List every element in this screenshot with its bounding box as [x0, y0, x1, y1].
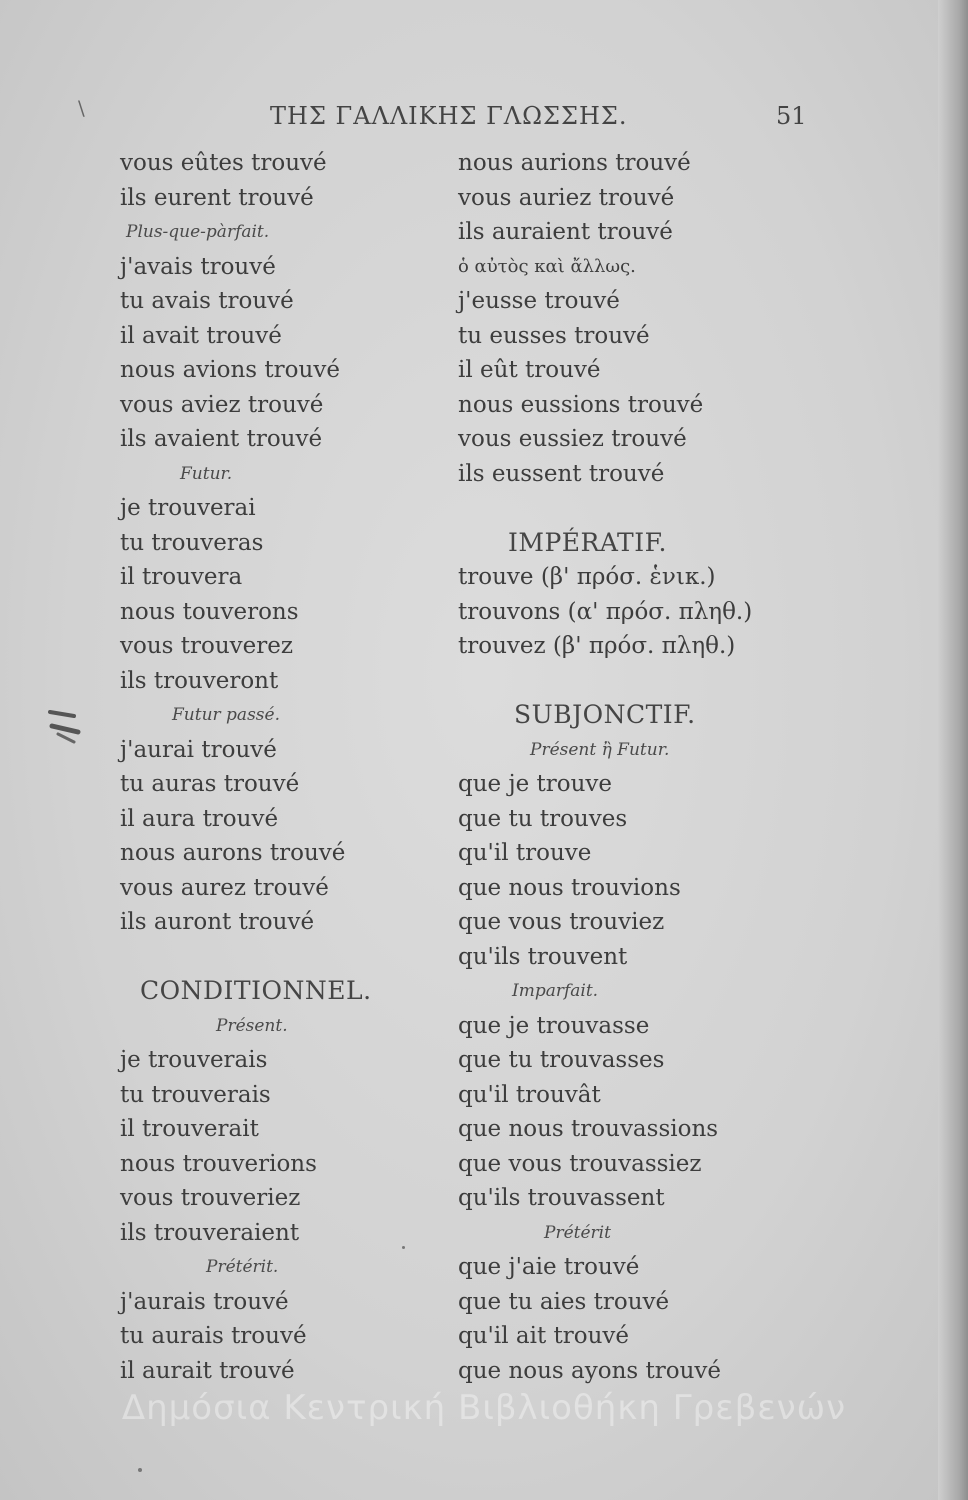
- left-column: [92, 146, 422, 1388]
- verb-form: qu'il ait trouvé: [458, 1323, 630, 1349]
- tense-heading-present-futur: Présent ἢ Futur.: [530, 739, 670, 760]
- verb-form: que vous trouvassiez: [458, 1150, 702, 1177]
- verb-form: il aura trouvé: [120, 805, 279, 832]
- greek-note: ὁ αὐτὸς καὶ ἄλλως.: [458, 255, 636, 277]
- verb-form: je trouverais: [120, 1047, 268, 1073]
- verb-form: que tu aies trouvé: [458, 1288, 670, 1315]
- verb-form: que je trouve: [458, 771, 613, 797]
- imperatif-form: trouvez (β' πρόσ. πληθ.): [458, 633, 736, 659]
- tense-heading-present: Présent.: [216, 1015, 288, 1036]
- verb-form: vous auriez trouvé: [458, 184, 675, 211]
- verb-form: il eût trouvé: [458, 357, 601, 383]
- spacer: [458, 491, 768, 526]
- tense-heading-preterit: Prétérit: [544, 1222, 611, 1243]
- verb-form: vous eussiez trouvé: [458, 426, 687, 452]
- tense-heading-imparfait: Imparfait.: [512, 981, 599, 1001]
- verb-form: tu trouverais: [120, 1081, 271, 1108]
- verb-form: il avait trouvé: [120, 322, 282, 349]
- verb-form: que tu trouvasses: [458, 1047, 665, 1073]
- running-title: ΤΗΣ ΓΑΛΛΙΚΗΣ ΓΛΩΣΣΗΣ.: [270, 102, 628, 130]
- hand-drawn-mark-icon: [44, 704, 86, 744]
- verb-form: il trouvera: [120, 564, 243, 590]
- page-number: 51: [776, 102, 807, 130]
- tense-heading-futur: Futur.: [180, 463, 233, 484]
- verb-form: nous avions trouvé: [120, 357, 340, 383]
- verb-form: j'avais trouvé: [120, 253, 276, 280]
- paper-speck: [138, 1468, 142, 1472]
- verb-form: il trouverait: [120, 1116, 259, 1142]
- spacer: [458, 664, 768, 699]
- verb-form: j'aurai trouvé: [120, 736, 277, 763]
- verb-form: nous aurons trouvé: [120, 840, 346, 866]
- verb-form: qu'il trouve: [458, 840, 592, 866]
- verb-form: que nous ayons trouvé: [458, 1357, 722, 1384]
- verb-form: que j'aie trouvé: [458, 1254, 640, 1280]
- verb-form: nous aurions trouvé: [458, 150, 691, 176]
- imperatif-form: trouve (β' πρόσ. ἑνικ.): [458, 564, 716, 590]
- verb-form: nous eussions trouvé: [458, 391, 704, 418]
- verb-form: ils trouveront: [120, 667, 279, 694]
- verb-form: qu'ils trouvassent: [458, 1185, 665, 1211]
- library-watermark: Δημόσια Κεντρική Βιβλιοθήκη Γρεβενών: [121, 1388, 847, 1428]
- verb-form: j'eusse trouvé: [458, 288, 620, 314]
- verb-form: ils auraient trouvé: [458, 219, 673, 245]
- verb-form: que nous trouvions: [458, 874, 681, 901]
- verb-form: qu'ils trouvent: [458, 943, 628, 970]
- verb-form: que nous trouvassions: [458, 1116, 719, 1142]
- verb-form: tu aurais trouvé: [120, 1323, 307, 1349]
- verb-form: vous aurez trouvé: [120, 874, 329, 901]
- mood-heading-imperatif: IMPÉRATIF.: [508, 527, 668, 557]
- tense-heading-preterit: Prétérit.: [206, 1257, 279, 1277]
- verb-form: vous aviez trouvé: [120, 391, 324, 418]
- verb-form: tu eusses trouvé: [458, 322, 650, 349]
- tense-heading-plus-que-parfait: Plus-que-pàrfait.: [126, 222, 270, 242]
- margin-mark: \: [78, 96, 85, 120]
- verb-form: il aurait trouvé: [120, 1357, 295, 1384]
- verb-form: vous eûtes trouvé: [120, 150, 327, 176]
- imperatif-form: trouvons (α' πρόσ. πληθ.): [458, 598, 753, 625]
- verb-form: vous trouverez: [120, 633, 293, 659]
- verb-form: tu avais trouvé: [120, 288, 294, 314]
- paper-speck: [402, 1246, 405, 1249]
- verb-form: tu auras trouvé: [120, 771, 300, 797]
- tense-heading-futur-passe: Futur passé.: [172, 705, 280, 725]
- verb-form: nous touverons: [120, 598, 299, 625]
- mood-heading-conditionnel: CONDITIONNEL.: [140, 976, 372, 1005]
- verb-form: ils eurent trouvé: [120, 184, 314, 211]
- verb-form: tu trouveras: [120, 529, 264, 556]
- verb-form: ils trouveraient: [120, 1219, 300, 1246]
- verb-form: ils avaient trouvé: [120, 426, 323, 452]
- verb-form: ils eussent trouvé: [458, 460, 665, 487]
- verb-form: nous trouverions: [120, 1150, 317, 1177]
- page-edge-shadow: [938, 0, 968, 1500]
- verb-form: que vous trouviez: [458, 909, 665, 935]
- verb-form: j'aurais trouvé: [120, 1288, 289, 1315]
- verb-form: je trouverai: [120, 495, 256, 521]
- verb-form: que je trouvasse: [458, 1012, 650, 1039]
- verb-form: ils auront trouvé: [120, 909, 315, 935]
- verb-form: qu'il trouvât: [458, 1081, 601, 1108]
- spacer: [92, 940, 422, 975]
- verb-form: vous trouveriez: [120, 1185, 301, 1211]
- mood-heading-subjonctif: SUBJONCTIF.: [514, 700, 696, 729]
- right-column: [458, 146, 768, 1388]
- verb-form: que tu trouves: [458, 805, 628, 832]
